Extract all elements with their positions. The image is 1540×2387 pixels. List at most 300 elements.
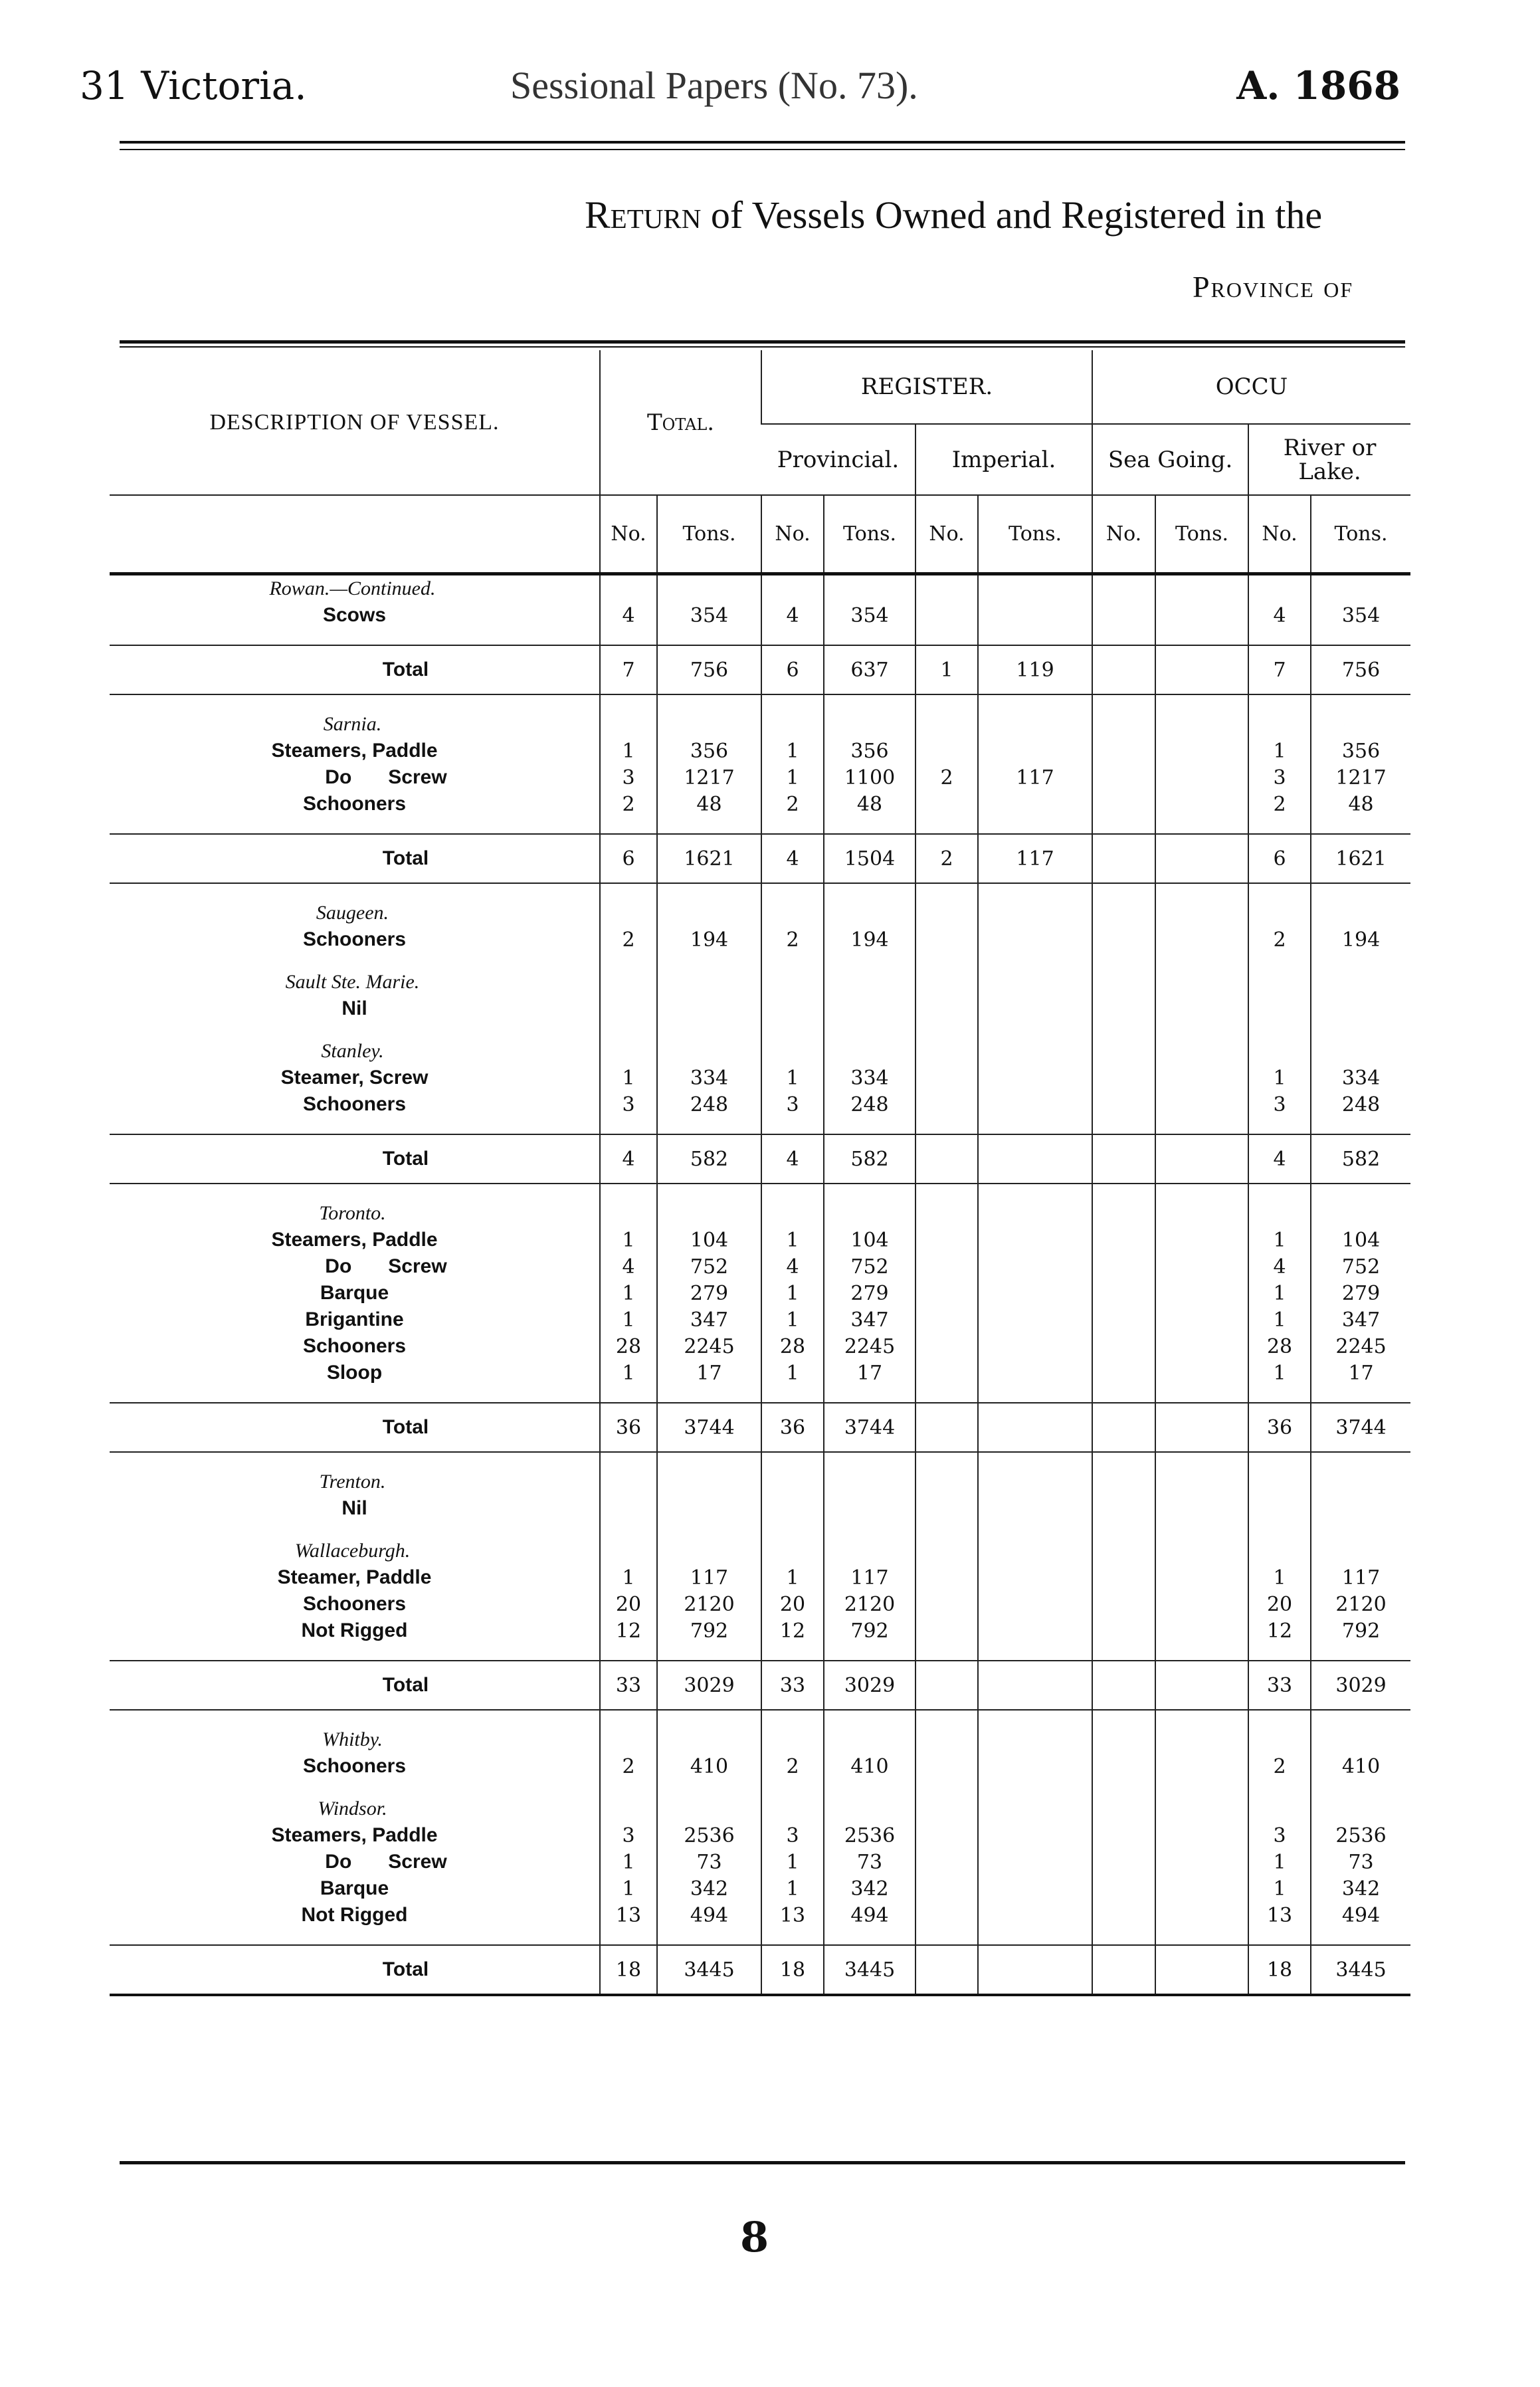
- spacer-cell: [1092, 1452, 1155, 1469]
- cell-sea-no: [1092, 1403, 1155, 1452]
- spacer-cell: [1248, 1710, 1311, 1726]
- spacer-cell: [1092, 629, 1155, 645]
- empty-cell: [761, 574, 824, 603]
- vessel-type: [110, 1617, 600, 1644]
- cell-provincial-tons: 3029: [824, 1661, 915, 1710]
- vessel-type-text: Not Rigged: [301, 1904, 408, 1926]
- empty-cell: [1248, 1469, 1311, 1495]
- vessel-type-text: Steamer, Paddle: [277, 1566, 432, 1588]
- empty-cell: [824, 711, 915, 738]
- vessel-type-text: Total: [382, 1958, 429, 1980]
- spacer-cell: [1311, 629, 1410, 645]
- spacer-cell: [110, 1928, 600, 1945]
- cell-total-tons: [657, 1495, 761, 1522]
- vessel-type: [110, 1564, 600, 1591]
- empty-cell: [915, 574, 978, 603]
- cell-provincial-no: 1: [761, 1280, 824, 1306]
- vessel-type: [110, 1753, 600, 1780]
- empty-cell: [1248, 900, 1311, 926]
- spacer-cell: [824, 1386, 915, 1403]
- cell-sea-no: [1092, 602, 1155, 629]
- cell-imperial-no: [915, 1591, 978, 1617]
- cell-river-tons: 73: [1311, 1849, 1410, 1875]
- cell-total-tons: 756: [657, 645, 761, 694]
- empty-cell: [1311, 1796, 1410, 1822]
- empty-cell: [600, 1038, 657, 1065]
- spacer-cell: [824, 1928, 915, 1945]
- cell-river-no: 13: [1248, 1902, 1311, 1928]
- cell-imperial-tons: [978, 1591, 1092, 1617]
- cell-river-no: 12: [1248, 1617, 1311, 1644]
- spacer-cell: [657, 1710, 761, 1726]
- cell-sea-tons: [1155, 791, 1248, 817]
- cell-river-no: 36: [1248, 1403, 1311, 1452]
- province-line: Province of: [1193, 270, 1354, 304]
- table-row: [110, 1360, 1410, 1386]
- cell-sea-no: [1092, 738, 1155, 764]
- cell-provincial-tons: 117: [824, 1564, 915, 1591]
- spacer-cell: [1155, 1644, 1248, 1661]
- section-heading: Whitby.: [322, 1728, 383, 1750]
- cell-river-tons: 279: [1311, 1280, 1410, 1306]
- vessel-type-text: Nil: [341, 1497, 367, 1519]
- empty-cell: [978, 1200, 1092, 1227]
- table-row: [110, 1617, 1410, 1644]
- cell-sea-tons: [1155, 1822, 1248, 1849]
- section-heading-row: [110, 1538, 1410, 1564]
- cell-river-tons: 117: [1311, 1564, 1410, 1591]
- header-description: DESCRIPTION OF VESSEL.: [209, 409, 500, 435]
- spacer-row: [110, 1386, 1410, 1403]
- vessel-type: [110, 995, 600, 1022]
- header-provincial: Provincial.: [761, 424, 915, 495]
- empty-cell: [657, 1538, 761, 1564]
- cell-river-tons: 2120: [1311, 1591, 1410, 1617]
- cell-imperial-no: [915, 1661, 978, 1710]
- cell-provincial-tons: 2536: [824, 1822, 915, 1849]
- spacer-cell: [915, 1386, 978, 1403]
- spacer-cell: [1155, 1386, 1248, 1403]
- cell-imperial-no: [915, 1134, 978, 1184]
- spacer-cell: [110, 1022, 600, 1038]
- spacer-cell: [1248, 694, 1311, 711]
- cell-total-tons: 48: [657, 791, 761, 817]
- empty-cell: [915, 1469, 978, 1495]
- spacer-cell: [824, 1118, 915, 1134]
- cell-provincial-no: 1: [761, 764, 824, 791]
- total-label: [110, 1403, 600, 1452]
- cell-sea-tons: [1155, 764, 1248, 791]
- empty-cell: [824, 574, 915, 603]
- cell-sea-no: [1092, 1875, 1155, 1902]
- cell-imperial-no: [915, 1227, 978, 1253]
- cell-provincial-no: [761, 1495, 824, 1522]
- empty-cell: [915, 900, 978, 926]
- header-imperial-no: No.: [915, 495, 978, 574]
- vessel-type: [110, 1902, 600, 1928]
- spacer-cell: [1311, 1780, 1410, 1796]
- empty-cell: [978, 969, 1092, 995]
- vessel-type-text: Scows: [322, 604, 387, 626]
- cell-total-no: 12: [600, 1617, 657, 1644]
- vessel-type-text: Not Rigged: [301, 1619, 408, 1641]
- cell-total-tons: 3445: [657, 1945, 761, 1995]
- spacer-cell: [1092, 1184, 1155, 1200]
- spacer-cell: [978, 1022, 1092, 1038]
- cell-river-tons: 354: [1311, 602, 1410, 629]
- vessel-type-text: Screw: [388, 1255, 447, 1277]
- cell-imperial-tons: [978, 1902, 1092, 1928]
- cell-river-tons: 48: [1311, 791, 1410, 817]
- cell-provincial-tons: 3445: [824, 1945, 915, 1995]
- total-row: [110, 1945, 1410, 1995]
- cell-river-no: 1: [1248, 1564, 1311, 1591]
- cell-sea-tons: [1155, 1134, 1248, 1184]
- empty-cell: [1311, 574, 1410, 603]
- empty-cell: [657, 1726, 761, 1753]
- header-rule-bottom: [120, 149, 1405, 150]
- cell-river-tons: 17: [1311, 1360, 1410, 1386]
- table-row: [110, 602, 1410, 629]
- spacer-cell: [600, 1522, 657, 1538]
- spacer-cell: [978, 1780, 1092, 1796]
- cell-river-tons: 347: [1311, 1306, 1410, 1333]
- cell-imperial-no: 1: [915, 645, 978, 694]
- table-row: [110, 1753, 1410, 1780]
- spacer-row: [110, 1118, 1410, 1134]
- header-center: Sessional Papers (No. 73).: [510, 64, 918, 107]
- spacer-cell: [978, 883, 1092, 900]
- cell-provincial-no: 1: [761, 1849, 824, 1875]
- cell-imperial-tons: [978, 1065, 1092, 1091]
- cell-provincial-no: 1: [761, 738, 824, 764]
- cell-total-no: 1: [600, 1849, 657, 1875]
- cell-provincial-no: 33: [761, 1661, 824, 1710]
- vessel-type-text: Schooners: [302, 928, 407, 950]
- spacer-cell: [824, 1452, 915, 1469]
- spacer-cell: [1311, 1184, 1410, 1200]
- cell-provincial-no: 6: [761, 645, 824, 694]
- cell-total-no: 2: [600, 926, 657, 953]
- empty-cell: [761, 969, 824, 995]
- vessel-type-text: Schooners: [302, 793, 407, 815]
- spacer-cell: [657, 694, 761, 711]
- spacer-cell: [1155, 1022, 1248, 1038]
- cell-river-tons: 582: [1311, 1134, 1410, 1184]
- spacer-cell: [1248, 817, 1311, 834]
- cell-total-no: 20: [600, 1591, 657, 1617]
- spacer-cell: [1248, 883, 1311, 900]
- spacer-cell: [1311, 1452, 1410, 1469]
- cell-total-tons: 248: [657, 1091, 761, 1118]
- cell-sea-no: [1092, 1849, 1155, 1875]
- spacer-row: [110, 629, 1410, 645]
- empty-cell: [1155, 900, 1248, 926]
- cell-sea-no: [1092, 645, 1155, 694]
- spacer-cell: [600, 1118, 657, 1134]
- spacer-cell: [1311, 883, 1410, 900]
- cell-sea-tons: [1155, 1945, 1248, 1995]
- cell-total-no: 1: [600, 1564, 657, 1591]
- empty-cell: [761, 1726, 824, 1753]
- table-row: [110, 1822, 1410, 1849]
- cell-river-no: 1: [1248, 1065, 1311, 1091]
- vessel-type-text: Steamers, Paddle: [271, 1229, 438, 1251]
- cell-sea-no: [1092, 1333, 1155, 1360]
- spacer-cell: [978, 1644, 1092, 1661]
- spacer-cell: [761, 1710, 824, 1726]
- vessel-type-text: Steamer, Screw: [280, 1067, 429, 1089]
- cell-imperial-tons: 117: [978, 834, 1092, 883]
- empty-cell: [761, 1538, 824, 1564]
- cell-provincial-tons: 48: [824, 791, 915, 817]
- spacer-cell: [1248, 1386, 1311, 1403]
- empty-cell: [978, 1469, 1092, 1495]
- header-imperial-tons: Tons.: [978, 495, 1092, 574]
- empty-cell: [978, 1538, 1092, 1564]
- empty-cell: [761, 1469, 824, 1495]
- cell-sea-no: [1092, 1306, 1155, 1333]
- cell-total-tons: [657, 995, 761, 1022]
- cell-provincial-no: 1: [761, 1065, 824, 1091]
- cell-provincial-no: 13: [761, 1902, 824, 1928]
- cell-imperial-tons: [978, 1403, 1092, 1452]
- empty-cell: [1092, 574, 1155, 603]
- spacer-cell: [1092, 953, 1155, 969]
- cell-river-no: 33: [1248, 1661, 1311, 1710]
- spacer-cell: [915, 817, 978, 834]
- spacer-cell: [978, 694, 1092, 711]
- cell-imperial-tons: 119: [978, 645, 1092, 694]
- cell-total-tons: 117: [657, 1564, 761, 1591]
- cell-imperial-no: [915, 1091, 978, 1118]
- spacer-cell: [761, 883, 824, 900]
- header-rule-top: [120, 141, 1405, 144]
- cell-sea-no: [1092, 1822, 1155, 1849]
- cell-imperial-tons: [978, 1227, 1092, 1253]
- vessel-type: [110, 1822, 600, 1849]
- vessel-type-text: Nil: [341, 997, 367, 1019]
- empty-cell: [1155, 1038, 1248, 1065]
- spacer-cell: [600, 1780, 657, 1796]
- cell-sea-tons: [1155, 1403, 1248, 1452]
- spacer-cell: [1311, 1522, 1410, 1538]
- table-row: [110, 926, 1410, 953]
- spacer-cell: [1248, 1118, 1311, 1134]
- header-sea-tons: Tons.: [1155, 495, 1248, 574]
- cell-total-no: 4: [600, 1253, 657, 1280]
- table-row: [110, 1591, 1410, 1617]
- cell-imperial-no: [915, 1333, 978, 1360]
- cell-provincial-tons: 194: [824, 926, 915, 953]
- table-row: [110, 1065, 1410, 1091]
- spacer-cell: [657, 1118, 761, 1134]
- empty-cell: [915, 1538, 978, 1564]
- cell-total-tons: 194: [657, 926, 761, 953]
- empty-cell: [978, 711, 1092, 738]
- cell-total-tons: 279: [657, 1280, 761, 1306]
- empty-cell: [915, 969, 978, 995]
- empty-cell: [1092, 1200, 1155, 1227]
- spacer-cell: [761, 629, 824, 645]
- empty-cell: [600, 711, 657, 738]
- spacer-cell: [1311, 1928, 1410, 1945]
- spacer-cell: [600, 1644, 657, 1661]
- empty-cell: [761, 900, 824, 926]
- cell-provincial-tons: [824, 995, 915, 1022]
- cell-river-tons: 334: [1311, 1065, 1410, 1091]
- cell-total-tons: 334: [657, 1065, 761, 1091]
- spacer-cell: [761, 1452, 824, 1469]
- spacer-cell: [1092, 1644, 1155, 1661]
- cell-provincial-no: 4: [761, 602, 824, 629]
- empty-cell: [1248, 1538, 1311, 1564]
- cell-river-no: 20: [1248, 1591, 1311, 1617]
- total-row: [110, 834, 1410, 883]
- empty-cell: [600, 1726, 657, 1753]
- empty-cell: [600, 1796, 657, 1822]
- cell-imperial-no: [915, 1564, 978, 1591]
- cell-sea-tons: [1155, 602, 1248, 629]
- cell-river-no: 1: [1248, 1306, 1311, 1333]
- cell-sea-tons: [1155, 1091, 1248, 1118]
- empty-cell: [1248, 1200, 1311, 1227]
- spacer-cell: [761, 1118, 824, 1134]
- cell-river-no: 3: [1248, 764, 1311, 791]
- section-heading-row: [110, 1200, 1410, 1227]
- empty-cell: [1311, 1469, 1410, 1495]
- vessel-type: [110, 1495, 600, 1522]
- cell-imperial-no: [915, 1753, 978, 1780]
- spacer-cell: [600, 1928, 657, 1945]
- total-label: [110, 1661, 600, 1710]
- empty-cell: [761, 1038, 824, 1065]
- spacer-cell: [761, 694, 824, 711]
- empty-cell: [1155, 969, 1248, 995]
- spacer-cell: [110, 1118, 600, 1134]
- cell-imperial-tons: [978, 1495, 1092, 1522]
- cell-total-tons: 582: [657, 1134, 761, 1184]
- cell-river-no: [1248, 1495, 1311, 1522]
- cell-provincial-no: 1: [761, 1875, 824, 1902]
- empty-cell: [657, 1469, 761, 1495]
- spacer-cell: [110, 817, 600, 834]
- spacer-cell: [600, 817, 657, 834]
- cell-imperial-no: [915, 995, 978, 1022]
- header-river-tons: Tons.: [1311, 495, 1410, 574]
- spacer-cell: [600, 1452, 657, 1469]
- empty-cell: [915, 1038, 978, 1065]
- cell-sea-tons: [1155, 1280, 1248, 1306]
- cell-imperial-tons: [978, 1134, 1092, 1184]
- cell-river-no: 4: [1248, 1253, 1311, 1280]
- empty-cell: [761, 711, 824, 738]
- spacer-cell: [1155, 1184, 1248, 1200]
- spacer-cell: [1155, 1928, 1248, 1945]
- table-row: [110, 738, 1410, 764]
- spacer-cell: [657, 883, 761, 900]
- vessel-type-text: Schooners: [302, 1593, 407, 1615]
- vessel-type: [110, 1360, 600, 1386]
- spacer-row: [110, 1022, 1410, 1038]
- spacer-cell: [915, 1022, 978, 1038]
- spacer-cell: [978, 1118, 1092, 1134]
- table-row: [110, 1227, 1410, 1253]
- empty-cell: [1155, 711, 1248, 738]
- spacer-cell: [600, 694, 657, 711]
- header-total-no: No.: [600, 495, 657, 574]
- spacer-cell: [761, 1780, 824, 1796]
- cell-sea-no: [1092, 1902, 1155, 1928]
- vessel-type-text: Sloop: [326, 1362, 383, 1384]
- cell-sea-no: [1092, 1617, 1155, 1644]
- spacer-cell: [1092, 694, 1155, 711]
- cell-total-tons: 342: [657, 1875, 761, 1902]
- cell-imperial-tons: [978, 1333, 1092, 1360]
- cell-imperial-no: [915, 738, 978, 764]
- empty-cell: [1248, 711, 1311, 738]
- spacer-row: [110, 1644, 1410, 1661]
- spacer-cell: [657, 1780, 761, 1796]
- spacer-cell: [1248, 1022, 1311, 1038]
- empty-cell: [600, 900, 657, 926]
- spacer-cell: [915, 629, 978, 645]
- cell-imperial-tons: [978, 1753, 1092, 1780]
- cell-provincial-tons: 2120: [824, 1591, 915, 1617]
- cell-imperial-tons: [978, 995, 1092, 1022]
- spacer-cell: [1311, 1710, 1410, 1726]
- empty-cell: [1248, 969, 1311, 995]
- spacer-cell: [1155, 953, 1248, 969]
- cell-sea-no: [1092, 834, 1155, 883]
- cell-river-tons: 3029: [1311, 1661, 1410, 1710]
- empty-cell: [1155, 1538, 1248, 1564]
- vessel-type: [110, 1227, 600, 1253]
- empty-cell: [978, 574, 1092, 603]
- cell-river-no: 18: [1248, 1945, 1311, 1995]
- vessel-type: [110, 1253, 600, 1280]
- cell-total-no: 36: [600, 1403, 657, 1452]
- spacer-cell: [978, 1184, 1092, 1200]
- vessel-type: [110, 1280, 600, 1306]
- spacer-cell: [915, 883, 978, 900]
- cell-sea-tons: [1155, 1360, 1248, 1386]
- section-heading-row: [110, 969, 1410, 995]
- cell-imperial-tons: [978, 1253, 1092, 1280]
- header-blank: [110, 495, 600, 574]
- section-heading: Saugeen.: [316, 902, 389, 924]
- cell-provincial-tons: 3744: [824, 1403, 915, 1452]
- empty-cell: [600, 1200, 657, 1227]
- section-heading-row: [110, 711, 1410, 738]
- empty-cell: [1311, 711, 1410, 738]
- cell-sea-no: [1092, 1591, 1155, 1617]
- spacer-cell: [824, 1644, 915, 1661]
- spacer-row: [110, 1184, 1410, 1200]
- empty-cell: [1248, 574, 1311, 603]
- spacer-cell: [978, 817, 1092, 834]
- table-body: [110, 574, 1410, 1996]
- cell-river-tons: 342: [1311, 1875, 1410, 1902]
- vessel-type: [110, 926, 600, 953]
- cell-imperial-no: [915, 602, 978, 629]
- cell-provincial-tons: 494: [824, 1902, 915, 1928]
- section-heading: Sarnia.: [323, 713, 382, 735]
- spacer-row: [110, 817, 1410, 834]
- cell-sea-no: [1092, 1227, 1155, 1253]
- cell-provincial-no: 1: [761, 1360, 824, 1386]
- empty-cell: [1155, 1200, 1248, 1227]
